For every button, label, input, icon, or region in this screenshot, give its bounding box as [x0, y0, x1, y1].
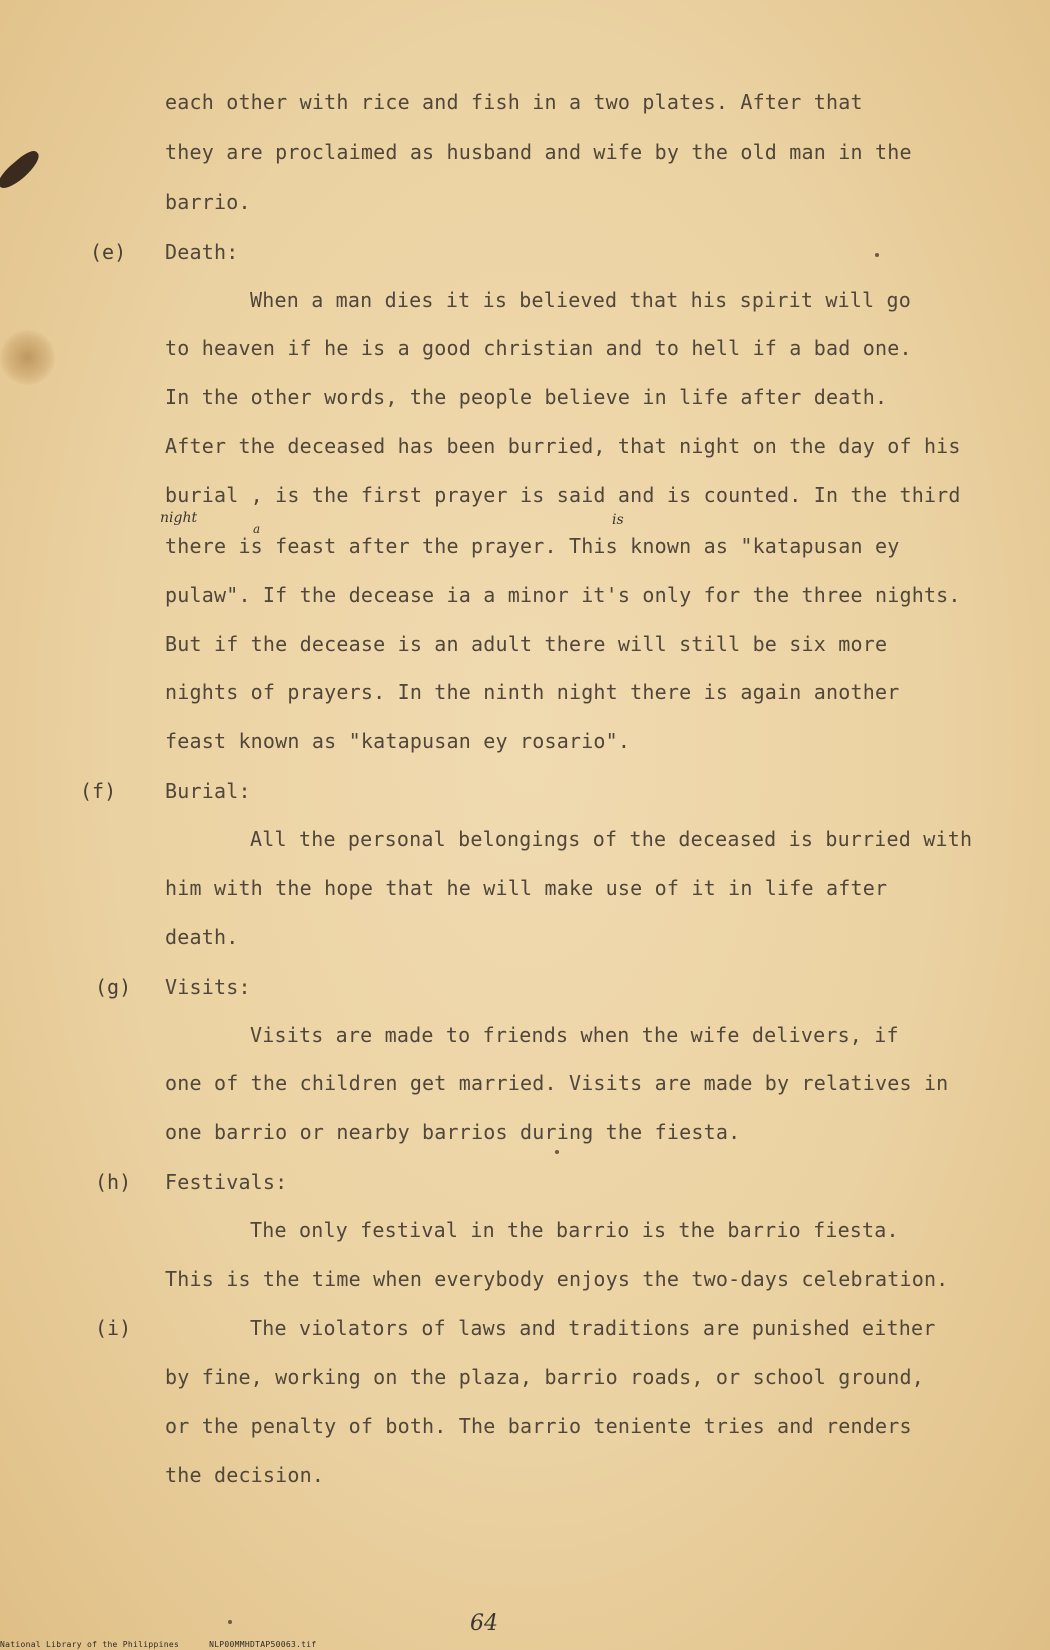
- text-line: by fine, working on the plaza, barrio roads, or school ground,: [165, 1365, 924, 1389]
- spot: [875, 253, 879, 257]
- spot: [555, 1150, 559, 1154]
- text-line: After the deceased has been burried, that night on the day of his: [165, 434, 961, 458]
- text-line: one barrio or nearby barrios during the fiesta.: [165, 1120, 741, 1144]
- page-number: 64: [470, 1611, 498, 1636]
- section-heading: Visits:: [165, 975, 251, 999]
- handwritten-note: is: [612, 512, 624, 528]
- text-line: nights of prayers. In the ninth night there is again another: [165, 680, 900, 704]
- text-line: to heaven if he is a good christian and to hell if a bad one.: [165, 336, 912, 360]
- text-line: In the other words, the people believe in life after death.: [165, 385, 888, 409]
- section-label: (e): [90, 240, 127, 264]
- library-credit: National Library of the Philippines: [0, 1640, 180, 1649]
- section-label: (f): [80, 779, 117, 803]
- text-line: feast known as "katapusan ey rosario".: [165, 729, 631, 753]
- section-heading: Festivals:: [165, 1170, 288, 1194]
- text-line: The violators of laws and traditions are punished either: [250, 1316, 936, 1340]
- spot: [228, 1620, 232, 1624]
- text-line: pulaw". If the decease ia a minor it's only for the three nights.: [165, 583, 961, 607]
- text-line: All the personal belongings of the deceased is burried with: [250, 827, 973, 851]
- text-line: When a man dies it is believed that his spirit will go: [250, 288, 912, 312]
- section-heading: Death:: [165, 240, 239, 264]
- text-line: there is feast after the prayer. This known as "katapusan ey: [165, 534, 900, 558]
- text-line: But if the decease is an adult there will still be six more: [165, 632, 888, 656]
- text-line: him with the hope that he will make use of it in life after: [165, 876, 888, 900]
- footer: [0, 1640, 317, 1649]
- text-line: death.: [165, 925, 239, 949]
- section-heading: Burial:: [165, 779, 251, 803]
- handwritten-note: a: [253, 522, 261, 536]
- section-label: (h): [95, 1170, 132, 1194]
- text-line: barrio.: [165, 190, 251, 214]
- handwritten-note: night: [160, 510, 198, 526]
- section-label: (i): [95, 1316, 132, 1340]
- text-line: burial , is the first prayer is said and is counted. In the third: [165, 483, 961, 507]
- text-line: the decision.: [165, 1463, 325, 1487]
- text-line: This is the time when everybody enjoys the two-days celebration.: [165, 1267, 949, 1291]
- text-line: each other with rice and fish in a two plates. After that: [165, 90, 863, 114]
- text-line: Visits are made to friends when the wife delivers, if: [250, 1023, 899, 1047]
- text-line: or the penalty of both. The barrio teniente tries and renders: [165, 1414, 912, 1438]
- text-line: The only festival in the barrio is the barrio fiesta.: [250, 1218, 899, 1242]
- text-line: they are proclaimed as husband and wife by the old man in the: [165, 140, 912, 164]
- section-label: (g): [95, 975, 132, 999]
- text-line: one of the children get married. Visits are made by relatives in: [165, 1071, 949, 1095]
- water-stain: [0, 330, 55, 385]
- ink-mark: [0, 147, 44, 192]
- file-id: NLP00MMHDTAP50063.tif: [209, 1640, 317, 1649]
